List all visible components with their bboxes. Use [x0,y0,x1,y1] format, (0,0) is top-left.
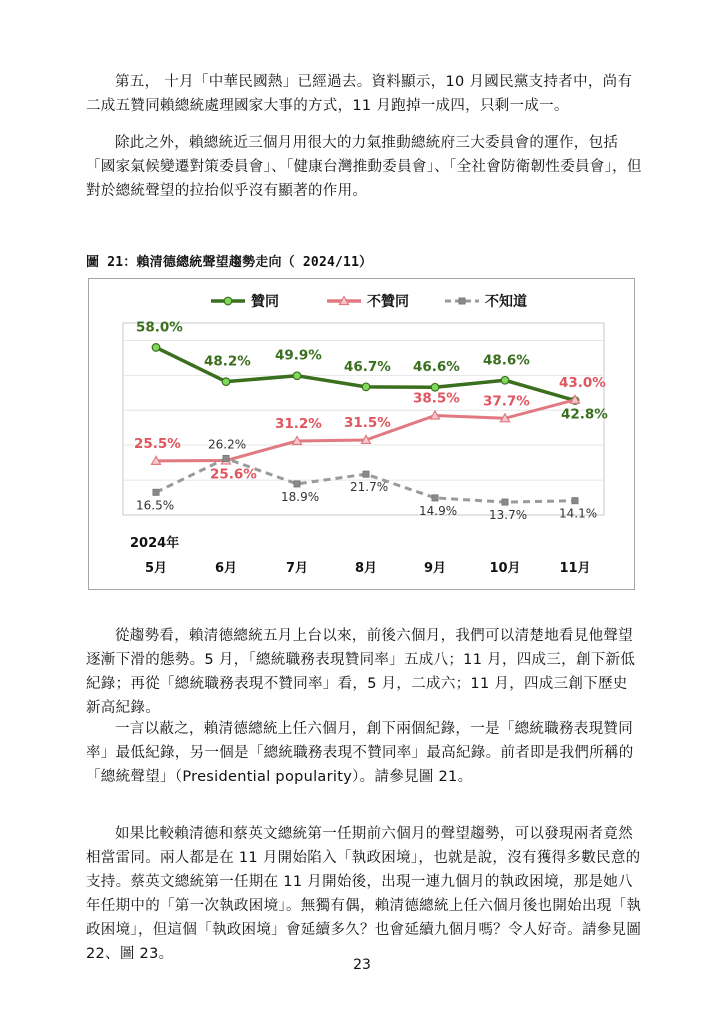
series-0-label-3: 46.7% [344,358,391,375]
legend-marker-0 [224,297,232,305]
series-2-label-3: 21.7% [350,480,389,495]
paragraph-2 [86,131,642,203]
paragraph-4 [86,717,642,789]
series-1-label-1: 25.6% [210,466,257,483]
series-2-label-2: 18.9% [281,489,320,504]
series-2-point-0 [153,489,159,495]
series-2-label-4: 14.9% [419,503,458,518]
paragraph-4-text: 一言以蔽之，賴清德總統上任六個月，創下兩個紀錄，一是「總統職務表現贊同率」最低紀錄，另一個是「總統職務表現不贊同率」最高紀錄。前者即是我們所稱的「總統聲望」（Presidential popularity）。請參見圖 21。 [86,721,634,785]
series-2-point-6 [572,498,578,504]
series-0-point-3 [362,383,370,391]
legend-item-1 [327,293,409,310]
series-1-label-3: 31.5% [344,414,391,431]
x-tick-6: 11月 [559,561,591,576]
x-tick-3: 8月 [354,561,378,576]
page-number: 23 [353,957,371,973]
series-2-point-2 [294,481,300,487]
legend-item-2 [445,293,527,310]
paragraph-3 [86,624,642,720]
series-2-point-4 [432,495,438,501]
year-label: 2024年 [130,536,180,551]
chart-frame [88,278,635,590]
paragraph-5 [86,822,642,966]
x-tick-4: 9月 [423,561,447,576]
paragraph-2-text: 除此之外，賴總統近三個月用很大的力氣推動總統府三大委員會的運作，包括「國家氣候變遷對策委員會」、「健康台灣推動委員會」、「全社會防衛韌性委員會」，但對於總統聲望的拉抬似乎沒有顯著的作用。 [86,135,642,199]
legend-marker-2 [459,298,465,304]
series-0-point-2 [293,372,301,380]
legend-label-1: 不贊同 [367,294,409,310]
series-0-label-1: 48.2% [204,353,251,370]
paragraph-3-text: 從趨勢看，賴清德總統五月上台以來，前後六個月，我們可以清楚地看見他聲望逐漸下滑的態勢。5 月，「總統職務表現贊同率」五成八；11 月，四成三，創下新低紀錄；再從「總統職務表現不贊同率」看，5 月，二成六；11 月，四成三創下歷史新高紀錄。 [86,628,636,716]
series-0-label-0: 58.0% [136,319,183,336]
series-2-point-3 [363,471,369,477]
legend-label-0: 贊同 [251,294,279,310]
series-0-point-1 [222,378,230,386]
series-2-label-6: 14.1% [559,506,598,521]
series-0-label-5: 48.6% [483,352,530,369]
paragraph-5-text: 如果比較賴清德和蔡英文總統第一任期前六個月的聲望趨勢，可以發現兩者竟然相當雷同。兩人都是在 11 月開始陷入「執政困境」，也就是說，沒有獲得多數民意的支持。蔡英文總統第一任期在 11 月開始後，出現一連九個月的執政困境，那是她八年任期中的「第一次執政困境」。無獨有偶，賴清德總統上任六個月後也開始出現「執政困境」，但這個「執政困境」會延續多久？也會延續九個月嗎？令人好奇。請參見圖 22、圖 23。 [86,826,642,962]
series-1-label-6: 43.0% [559,374,606,391]
series-2-label-0: 16.5% [136,498,175,513]
series-0-label-2: 49.9% [275,347,322,364]
x-tick-5: 10月 [489,561,521,576]
paragraph-1 [86,70,642,118]
series-0-label-4: 46.6% [413,359,460,376]
series-1-label-5: 37.7% [483,393,530,410]
legend-label-2: 不知道 [485,294,527,310]
series-2-label-5: 13.7% [489,508,528,523]
paragraph-1-text: 第五， 十月「中華民國熱」已經過去。資料顯示，10 月國民黨支持者中，尚有二成五贊同賴總統處理國家大事的方式，11 月跑掉一成四，只剩一成一。 [86,74,633,114]
series-0-label-6: 42.8% [561,406,608,423]
figure-title: 圖 21：賴清德總統聲望趨勢走向（ 2024/11） [86,255,373,270]
series-0-point-0 [152,344,160,352]
x-tick-1: 6月 [214,561,238,576]
x-tick-2: 7月 [285,561,309,576]
legend-item-0 [211,293,279,310]
x-tick-0: 5月 [144,561,168,576]
series-1-label-2: 31.2% [275,415,322,432]
series-0-point-5 [501,376,509,384]
series-1-label-4: 38.5% [413,390,460,407]
series-1-label-0: 25.5% [134,435,181,452]
series-2-point-1 [223,455,229,461]
series-2-point-5 [502,499,508,505]
series-2-label-1: 26.2% [208,437,247,452]
approval-trend-chart [89,279,634,589]
